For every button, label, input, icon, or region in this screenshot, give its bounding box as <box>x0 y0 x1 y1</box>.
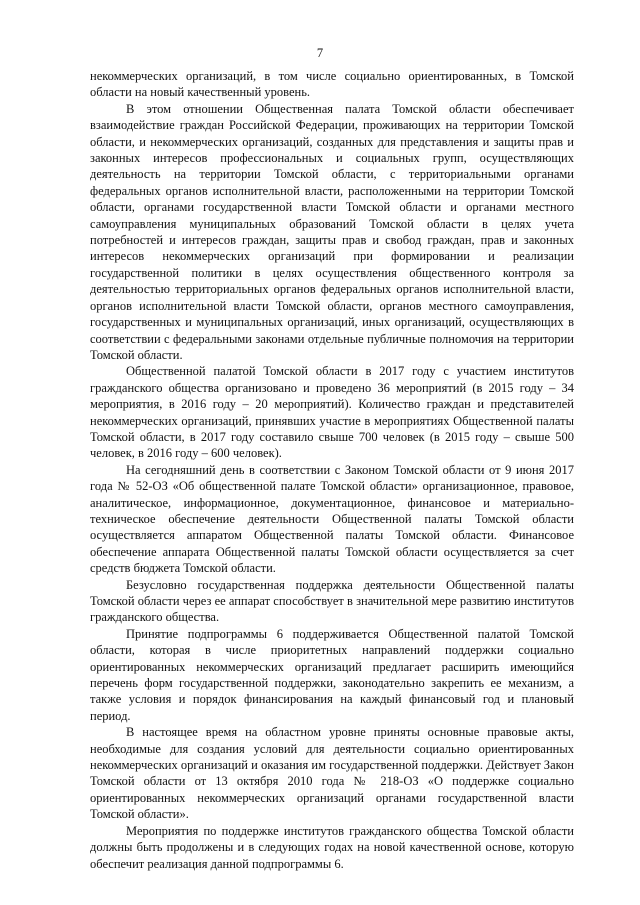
paragraph-events-statistics: Общественной палатой Томской области в 2017 году с участием институтов гражданского общества организовано и проведено 36 мероприятий (в 2015 году – 34 мероприятия, в 2016 году – 20 мероприятий). Количество граждан и представителей некоммерческих организаций, принявших участие в мероприятиях Общественной палаты Томской области, в 2017 году составило свыше 700 человек (в 2015 году – свыше 500 человек, в 2016 году – 600 человек). <box>90 364 574 461</box>
document-body <box>90 68 574 872</box>
paragraph-legal-support: На сегодняшний день в соответствии с Законом Томской области от 9 июня 2017 года № 52-ОЗ «Об общественной палате Томской области» организационное, правовое, аналитическое, информационное, документационное, финансовое и материально-техническое обеспечение деятельности Общественной палаты Томской области осуществляется аппаратом Общественной палаты Томской области. Финансовое обеспечение аппарата Общественной палаты Томской области осуществляется за счет средств бюджета Томской области. <box>90 462 574 576</box>
paragraph-public-chamber-role: В этом отношении Общественная палата Томской области обеспечивает взаимодействие граждан Российской Федерации, проживающих на территории Томской области, и некоммерческих организаций, созданных для представления и защиты прав и законных интересов профессиональных и социальных групп, осуществляющих деятельность на территории Томской области, с территориальными органами федеральных органов исполнительной власти, расположенными на территории Томской области, органами государственной власти Томской области и органами местного самоуправления муниципальных образований Томской области в целях учета потребностей и интересов граждан, защиты прав и свобод граждан, прав и законных интересов некоммерческих организаций при формировании и реализации государственной политики в целях осуществления общественного контроля за деятельностью территориальных органов федеральных органов исполнительной власти, органов исполнительной власти Томской области, органов местного самоуправления, государственных и муниципальных организаций, иных организаций, осуществляющих в соответствии с федеральными законами отдельные публичные полномочия на территории Томской области. <box>90 101 574 362</box>
paragraph-conclusion: Мероприятия по поддержке институтов гражданского общества Томской области должны быть продолжены и в следующих годах на новой качественной основе, которую обеспечит реализация данной подпрограммы 6. <box>90 823 574 871</box>
paragraph-state-support: Безусловно государственная поддержка деятельности Общественной палаты Томской области через ее аппарат способствует в значительной мере развитию институтов гражданского общества. <box>90 577 574 625</box>
paragraph-legal-acts: В настоящее время на областном уровне приняты основные правовые акты, необходимые для создания условий для деятельности социально ориентированных некоммерческих организаций и оказания им государственной поддержки. Действует Закон Томской области от 13 октября 2010 года № 218-ОЗ «О поддержке социально ориентированных некоммерческих организаций органами государственной власти Томской области». <box>90 725 574 822</box>
paragraph-continuation: некоммерческих организаций, в том числе социально ориентированных, в Томской области на новый качественный уровень. <box>90 69 574 100</box>
page-number: 7 <box>316 46 324 60</box>
paragraph-subprogram-adoption: Принятие подпрограммы 6 поддерживается Общественной палатой Томской области, которая в числе приоритетных направлений поддержки социально ориентированных некоммерческих организаций предлагает расширить имеющийся перечень форм государственной поддержки, законодательно закрепить ее механизм, а также условия и порядок финансирования на каждый финансовый год и плановый период. <box>90 626 574 723</box>
